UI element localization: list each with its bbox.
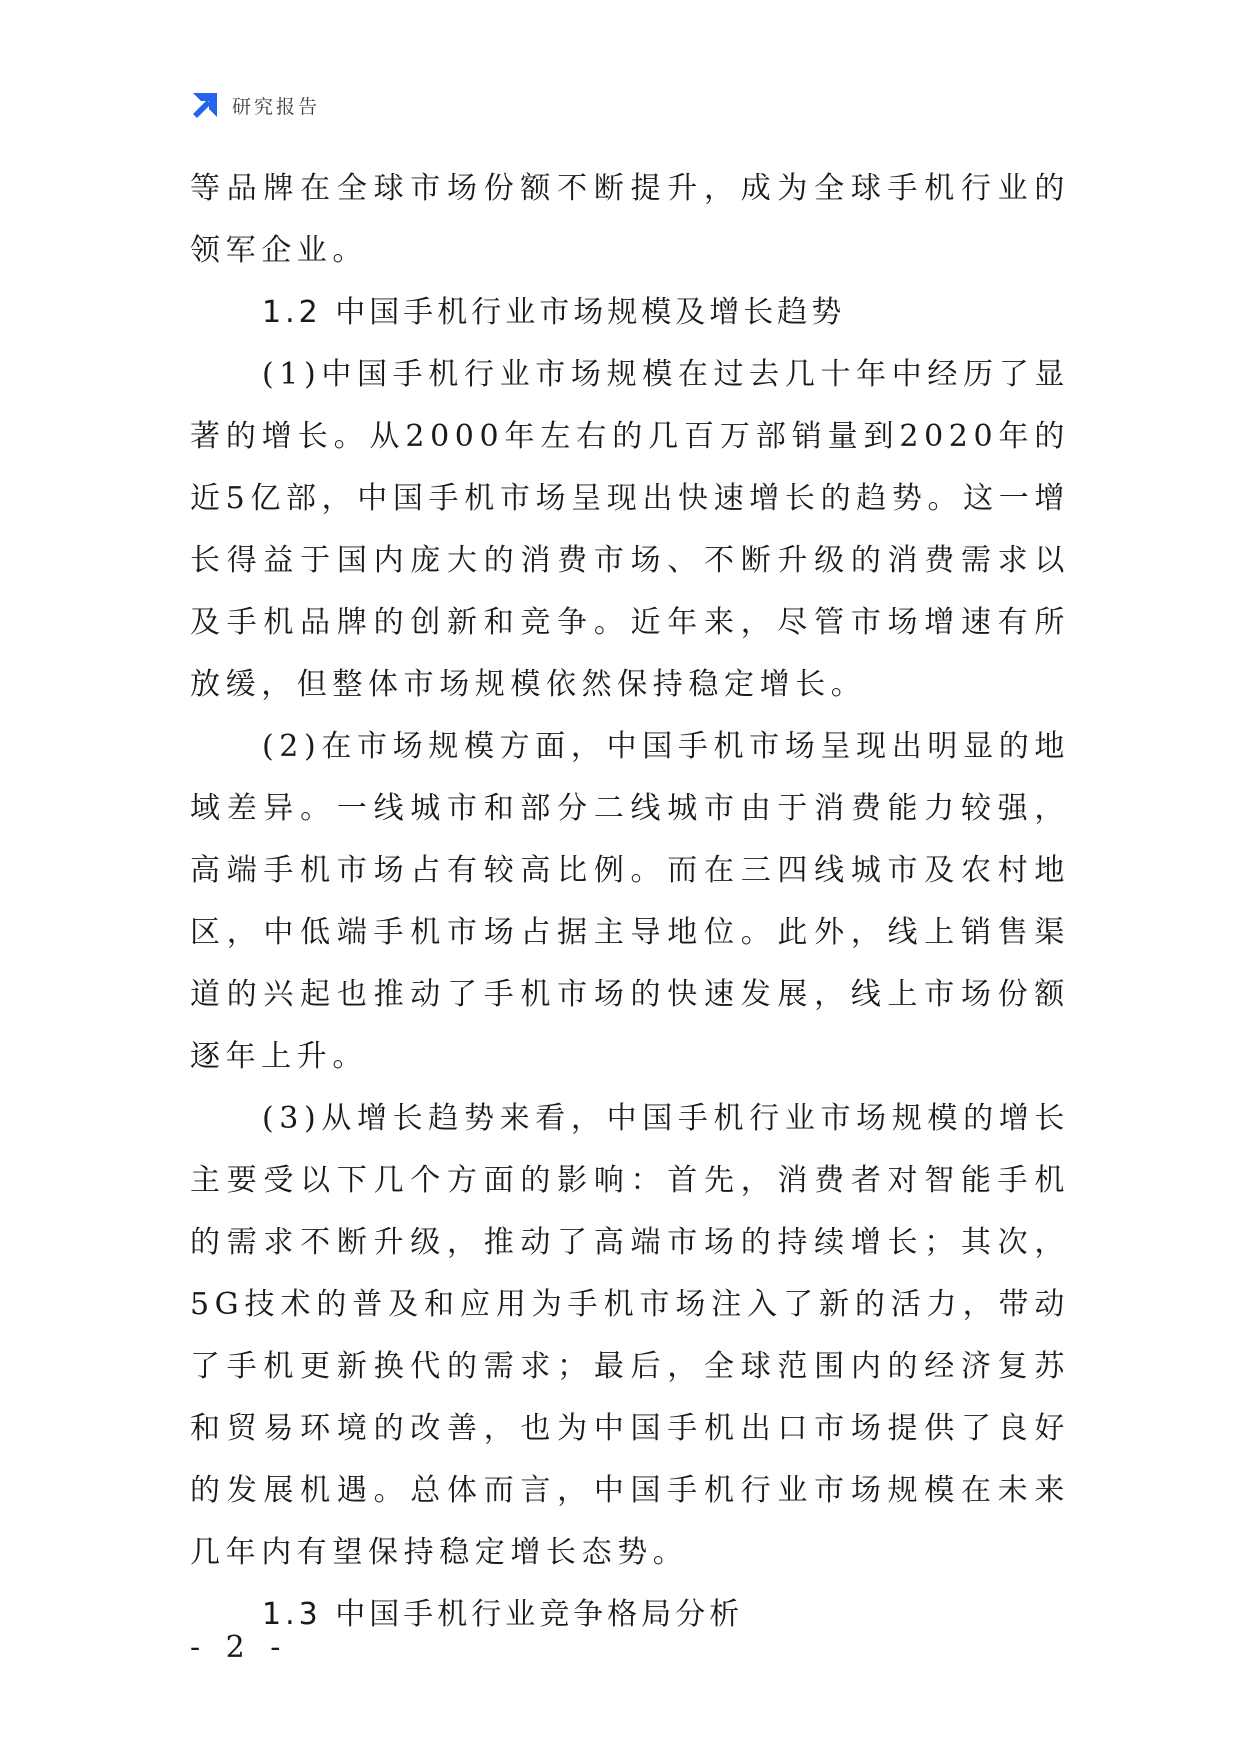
header-title: 研究报告: [232, 95, 321, 118]
paragraph-1: (1)中国手机行业市场规模在过去几十年中经历了显著的增长。从2000年左右的几百万部销量到2020年的近5亿部，中国手机市场呈现出快速增长的趋势。这一增长得益于国内庞大的消费市场、不断升级的消费需求以及手机品牌的创新和竞争。近年来，尽管市场增速有所放缓，但整体市场规模依然保持稳定增长。: [190, 357, 1070, 702]
section-heading-1-2: 1.2 中国手机行业市场规模及增长趋势: [262, 295, 846, 330]
paragraph-continued: 等品牌在全球市场份额不断提升，成为全球手机行业的领军企业。: [190, 171, 1070, 268]
page-number: - 2 -: [190, 1630, 289, 1665]
page-header: [190, 88, 320, 122]
paragraph-2: (2)在市场规模方面，中国手机市场呈现出明显的地域差异。一线城市和部分二线城市由于消费能力较强，高端手机市场占有较高比例。而在三四线城市及农村地区，中低端手机市场占据主导地位。此外，线上销售渠道的兴起也推动了手机市场的快速发展，线上市场份额逐年上升。: [190, 729, 1070, 1074]
section-heading-1-3: 1.3 中国手机行业竞争格局分析: [262, 1597, 744, 1632]
document-body: [190, 158, 1070, 1646]
paragraph-3: (3)从增长趋势来看，中国手机行业市场规模的增长主要受以下几个方面的影响：首先，消费者对智能手机的需求不断升级，推动了高端市场的持续增长；其次，5G技术的普及和应用为手机市场注入了新的活力，带动了手机更新换代的需求；最后，全球范围内的经济复苏和贸易环境的改善，也为中国手机出口市场提供了良好的发展机遇。总体而言，中国手机行业市场规模在未来几年内有望保持稳定增长态势。: [190, 1101, 1070, 1570]
arrow-up-right-icon: [190, 90, 220, 120]
